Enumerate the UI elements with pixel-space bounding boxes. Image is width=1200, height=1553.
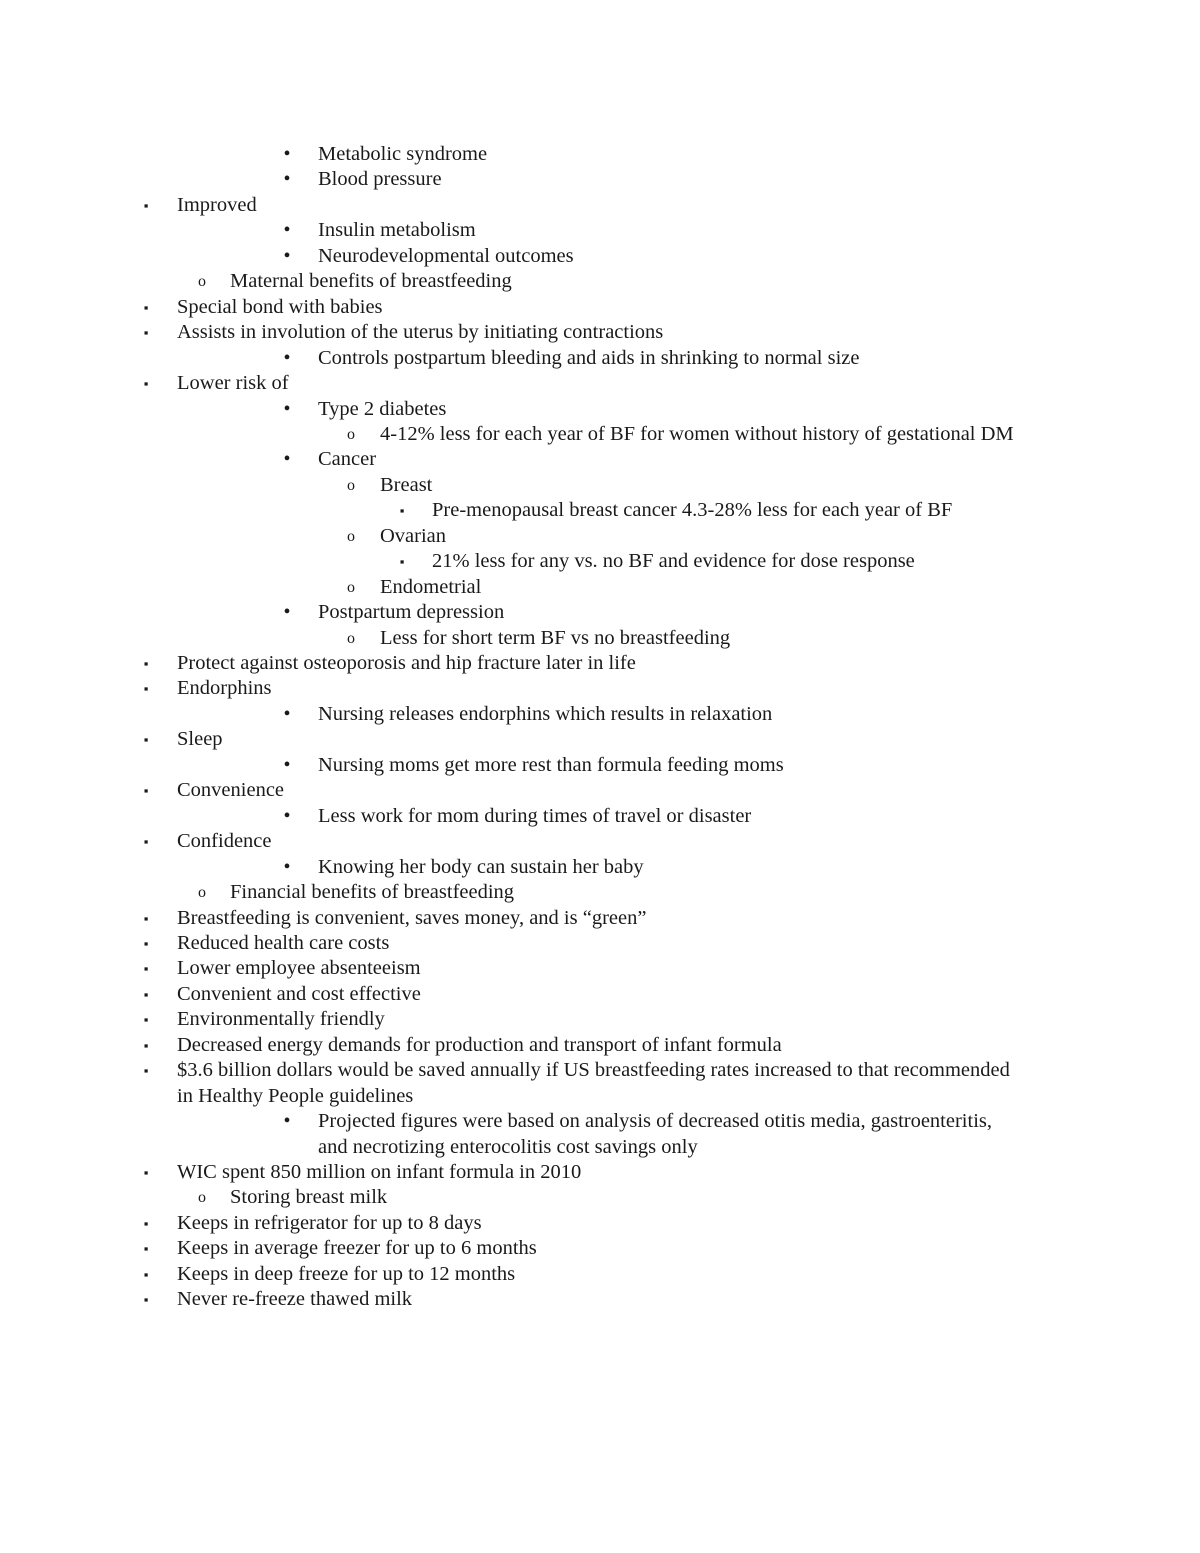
list-item-text: Never re-freeze thawed milk (177, 1288, 413, 1311)
list-item-text: Metabolic syndrome (318, 143, 488, 165)
dot-bullet-icon: • (283, 346, 291, 369)
list-item-text: Sleep (177, 728, 223, 751)
list-item-text: Breastfeeding is convenient, saves money, and is “green” (177, 906, 647, 929)
list-item-text: Lower risk of (177, 372, 289, 395)
square-bullet-icon: ▪ (143, 935, 149, 951)
square-bullet-icon: ▪ (143, 197, 149, 213)
list-item-text: and necrotizing enterocolitis cost savings only (318, 1135, 698, 1158)
list-item-text: Nursing releases endorphins which results in relaxation (318, 702, 773, 725)
list-item-text: Knowing her body can sustain her baby (318, 855, 644, 878)
list-item-text: Keeps in refrigerator for up to 8 days (177, 1211, 482, 1234)
dot-bullet-icon: • (283, 804, 291, 827)
list-item-text: Convenience (177, 779, 285, 802)
dot-bullet-icon: • (283, 397, 291, 420)
square-bullet-icon: ▪ (143, 376, 149, 392)
list-item-text: Postpartum depression (318, 601, 505, 624)
list-item-text: Maternal benefits of breastfeeding (230, 270, 512, 293)
square-bullet-icon: ▪ (143, 732, 149, 748)
square-bullet-icon: ▪ (399, 554, 405, 570)
list-item-text: Special bond with babies (177, 295, 383, 318)
list-item-text: Decreased energy demands for production and transport of infant formula (177, 1033, 782, 1056)
circle-bullet-icon: o (198, 1189, 206, 1207)
list-item-text: Projected figures were based on analysis of decreased otitis media, gastroenteritis, (318, 1110, 992, 1133)
square-bullet-icon: ▪ (399, 503, 405, 519)
list-item-text: Ovarian (380, 524, 447, 547)
square-bullet-icon: ▪ (143, 1063, 149, 1079)
list-item-text: Improved (177, 193, 257, 216)
square-bullet-icon: ▪ (143, 681, 149, 697)
circle-bullet-icon: o (198, 273, 206, 291)
square-bullet-icon: ▪ (143, 834, 149, 850)
list-item-text: Financial benefits of breastfeeding (230, 881, 515, 904)
square-bullet-icon: ▪ (143, 1037, 149, 1053)
dot-bullet-icon: • (283, 702, 291, 725)
circle-bullet-icon: o (347, 425, 355, 443)
square-bullet-icon: ▪ (143, 986, 149, 1002)
list-item-text: Pre-menopausal breast cancer 4.3-28% less for each year of BF (432, 499, 953, 522)
list-item-text: Storing breast milk (230, 1186, 388, 1209)
dot-bullet-icon: • (283, 244, 291, 267)
list-item-text: Endorphins (177, 677, 272, 700)
list-item-text: Cancer (318, 448, 377, 471)
list-item-text: Protect against osteoporosis and hip fracture later in life (177, 652, 636, 674)
dot-bullet-icon: • (283, 219, 291, 242)
list-item-text: Controls postpartum bleeding and aids in shrinking to normal size (318, 346, 860, 369)
square-bullet-icon: ▪ (143, 325, 149, 341)
square-bullet-icon: ▪ (143, 1266, 149, 1282)
list-item-text: Less work for mom during times of travel or disaster (318, 804, 752, 827)
square-bullet-icon: ▪ (143, 299, 149, 315)
list-item-text: Keeps in deep freeze for up to 12 months (177, 1262, 516, 1285)
list-item-text: Environmentally friendly (177, 1008, 385, 1031)
dot-bullet-icon: • (283, 143, 291, 165)
list-item-text: Endometrial (380, 575, 482, 598)
dot-bullet-icon: • (283, 753, 291, 776)
list-item-text: Convenient and cost effective (177, 982, 421, 1005)
dot-bullet-icon: • (283, 168, 291, 191)
list-item-text: 21% less for any vs. no BF and evidence for dose response (432, 550, 915, 573)
list-item-text: Lower employee absenteeism (177, 957, 421, 980)
square-bullet-icon: ▪ (143, 656, 149, 671)
list-item-text: $3.6 billion dollars would be saved annually if US breastfeeding rates increased to that recommended (177, 1059, 1010, 1082)
circle-bullet-icon: o (198, 884, 206, 902)
square-bullet-icon: ▪ (143, 783, 149, 799)
circle-bullet-icon: o (347, 578, 355, 596)
square-bullet-icon: ▪ (143, 1241, 149, 1257)
list-item-text: Reduced health care costs (177, 931, 390, 954)
list-item-text: Less for short term BF vs no breastfeeding (380, 626, 731, 649)
square-bullet-icon: ▪ (143, 961, 149, 977)
dot-bullet-icon: • (283, 601, 291, 624)
circle-bullet-icon: o (347, 527, 355, 545)
dot-bullet-icon: • (283, 448, 291, 471)
list-item-text: Keeps in average freezer for up to 6 months (177, 1237, 537, 1260)
list-item-text: Assists in involution of the uterus by initiating contractions (177, 321, 664, 344)
circle-bullet-icon: o (347, 476, 355, 494)
square-bullet-icon: ▪ (143, 1165, 149, 1180)
list-item-text: Blood pressure (318, 168, 442, 191)
square-bullet-icon: ▪ (143, 1292, 149, 1308)
list-item-text: WIC spent 850 million on infant formula in 2010 (177, 1161, 582, 1183)
list-item-text: Nursing moms get more rest than formula feeding moms (318, 753, 784, 776)
list-item-text: Confidence (177, 830, 272, 853)
list-item-text: Type 2 diabetes (318, 397, 447, 420)
list-item-text: Insulin metabolism (318, 219, 476, 242)
square-bullet-icon: ▪ (143, 910, 149, 926)
circle-bullet-icon: o (347, 629, 355, 647)
list-item-text: Neurodevelopmental outcomes (318, 244, 574, 267)
square-bullet-icon: ▪ (143, 1215, 149, 1231)
list-item-text: in Healthy People guidelines (177, 1084, 414, 1107)
square-bullet-icon: ▪ (143, 1012, 149, 1028)
dot-bullet-icon: • (283, 855, 291, 878)
list-item-text: Breast (380, 473, 433, 496)
list-item-text: 4-12% less for each year of BF for women without history of gestational DM (380, 422, 1014, 445)
dot-bullet-icon: • (283, 1110, 291, 1133)
